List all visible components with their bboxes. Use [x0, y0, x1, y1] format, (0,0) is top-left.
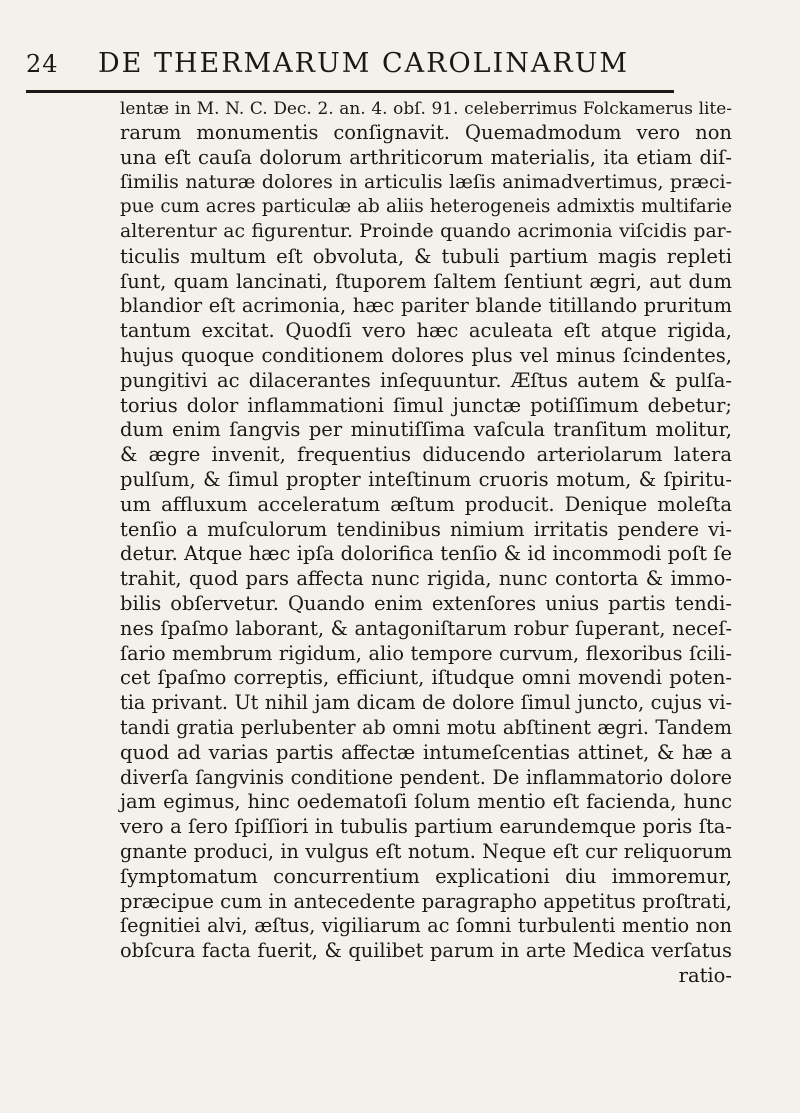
text-line: nes ſpaſmo laborant, & antagoniſtarum robur ſuperant, neceſ- — [120, 616, 732, 640]
text-line: tenſio a muſculorum tendinibus nimium irritatis pendere vi- — [120, 517, 732, 541]
text-line: pue cum acres particulæ ab aliis heterogeneis admixtis multifarie — [120, 196, 732, 218]
page-header — [26, 48, 766, 88]
text-line: & ægre invenit, frequentius diducendo arteriolarum latera — [120, 443, 732, 467]
body-text — [120, 96, 732, 989]
text-line: detur. Atque hæc ipſa dolorifica tenſio & id incommodi poſt ſe — [120, 542, 732, 566]
text-line: pulſum, & ſimul propter inteſtinum cruoris motum, & ſpiritu- — [120, 467, 732, 491]
text-line: ſimilis naturæ dolores in articulis læſis animadvertimus, præci- — [120, 171, 732, 194]
text-line: tandi gratia perlubenter ab omni motu abſtinent ægri. Tandem — [120, 715, 732, 739]
text-line: jam egimus, hinc oedematoſi ſolum mentio eſt facienda, hunc — [120, 790, 732, 814]
text-line: trahit, quod pars affecta nunc rigida, nunc contorta & immo- — [120, 567, 732, 591]
text-line: dum enim ſangvis per minutiſſima vaſcula tranſitum molitur, — [120, 418, 732, 442]
text-line: quod ad varias partis affectæ intumeſcentias attinet, & hæ a — [120, 740, 732, 764]
text-line: una eſt cauſa dolorum arthriticorum materialis, ita etiam diſ- — [120, 145, 732, 169]
text-line: diverſa ſangvinis conditione pendent. De inflammatorio dolore — [120, 765, 732, 789]
text-line: um affluxum acceleratum æſtum producit. Denique moleſta — [120, 492, 732, 516]
page-number: 24 — [26, 50, 59, 78]
text-line: cet ſpaſmo correptis, efficiunt, iſtudque omni movendi poten- — [120, 666, 732, 690]
text-line: vero a ſero ſpiſſiori in tubulis partium earundemque poris ſta- — [120, 815, 732, 839]
text-line: bilis obſervetur. Quando enim extenſores unius partis tendi- — [120, 591, 732, 615]
text-line: tantum excitat. Quodſi vero hæc aculeata eſt atque rigida, — [120, 319, 732, 343]
text-line: rarum monumentis conſignavit. Quemadmodum vero non — [120, 120, 732, 144]
catchword: ratio- — [678, 963, 732, 987]
text-line: præcipue cum in antecedente paragrapho appetitus proſtrati, — [120, 889, 732, 913]
text-line: blandior eſt acrimonia, hæc pariter blande titillando pruritum — [120, 294, 732, 318]
text-line: hujus quoque conditionem dolores plus vel minus ſcindentes, — [120, 343, 732, 367]
text-line: ſymptomatum concurrentium explicationi diu immoremur, — [120, 864, 732, 888]
text-line: obſcura facta fuerit, & quilibet parum in arte Medica verſatus — [120, 939, 732, 963]
text-line: ſegnitiei alvi, æſtus, vigiliarum ac ſomni turbulenti mentio non — [120, 914, 732, 938]
text-line: torius dolor inflammationi ſimul junctæ potiſſimum debetur; — [120, 393, 732, 417]
text-line: ticulis multum eſt obvoluta, & tubuli partium magis repleti — [120, 244, 732, 268]
text-line: tia privant. Ut nihil jam dicam de dolore ſimul juncto, cujus vi- — [120, 691, 732, 715]
text-line: ſario membrum rigidum, alio tempore curvum, flexoribus ſcili- — [120, 641, 732, 665]
text-line: pungitivi ac dilacerantes inſequuntur. Æſtus autem & pulſa- — [120, 368, 732, 392]
text-line: gnante produci, in vulgus eſt notum. Neque eſt cur reliquorum — [120, 839, 732, 863]
running-title: DE THERMARUM CAROLINARUM — [98, 48, 630, 79]
header-rule — [26, 90, 674, 93]
text-line: alterentur ac figurentur. Proinde quando acrimonia viſcidis par- — [120, 220, 732, 242]
text-line: ſunt, quam lancinati, ſtuporem ſaltem ſentiunt ægri, aut dum — [120, 269, 732, 293]
text-line: lentæ in M. N. C. Dec. 2. an. 4. obſ. 91. celeberrimus Folckamerus lite- — [120, 98, 732, 118]
